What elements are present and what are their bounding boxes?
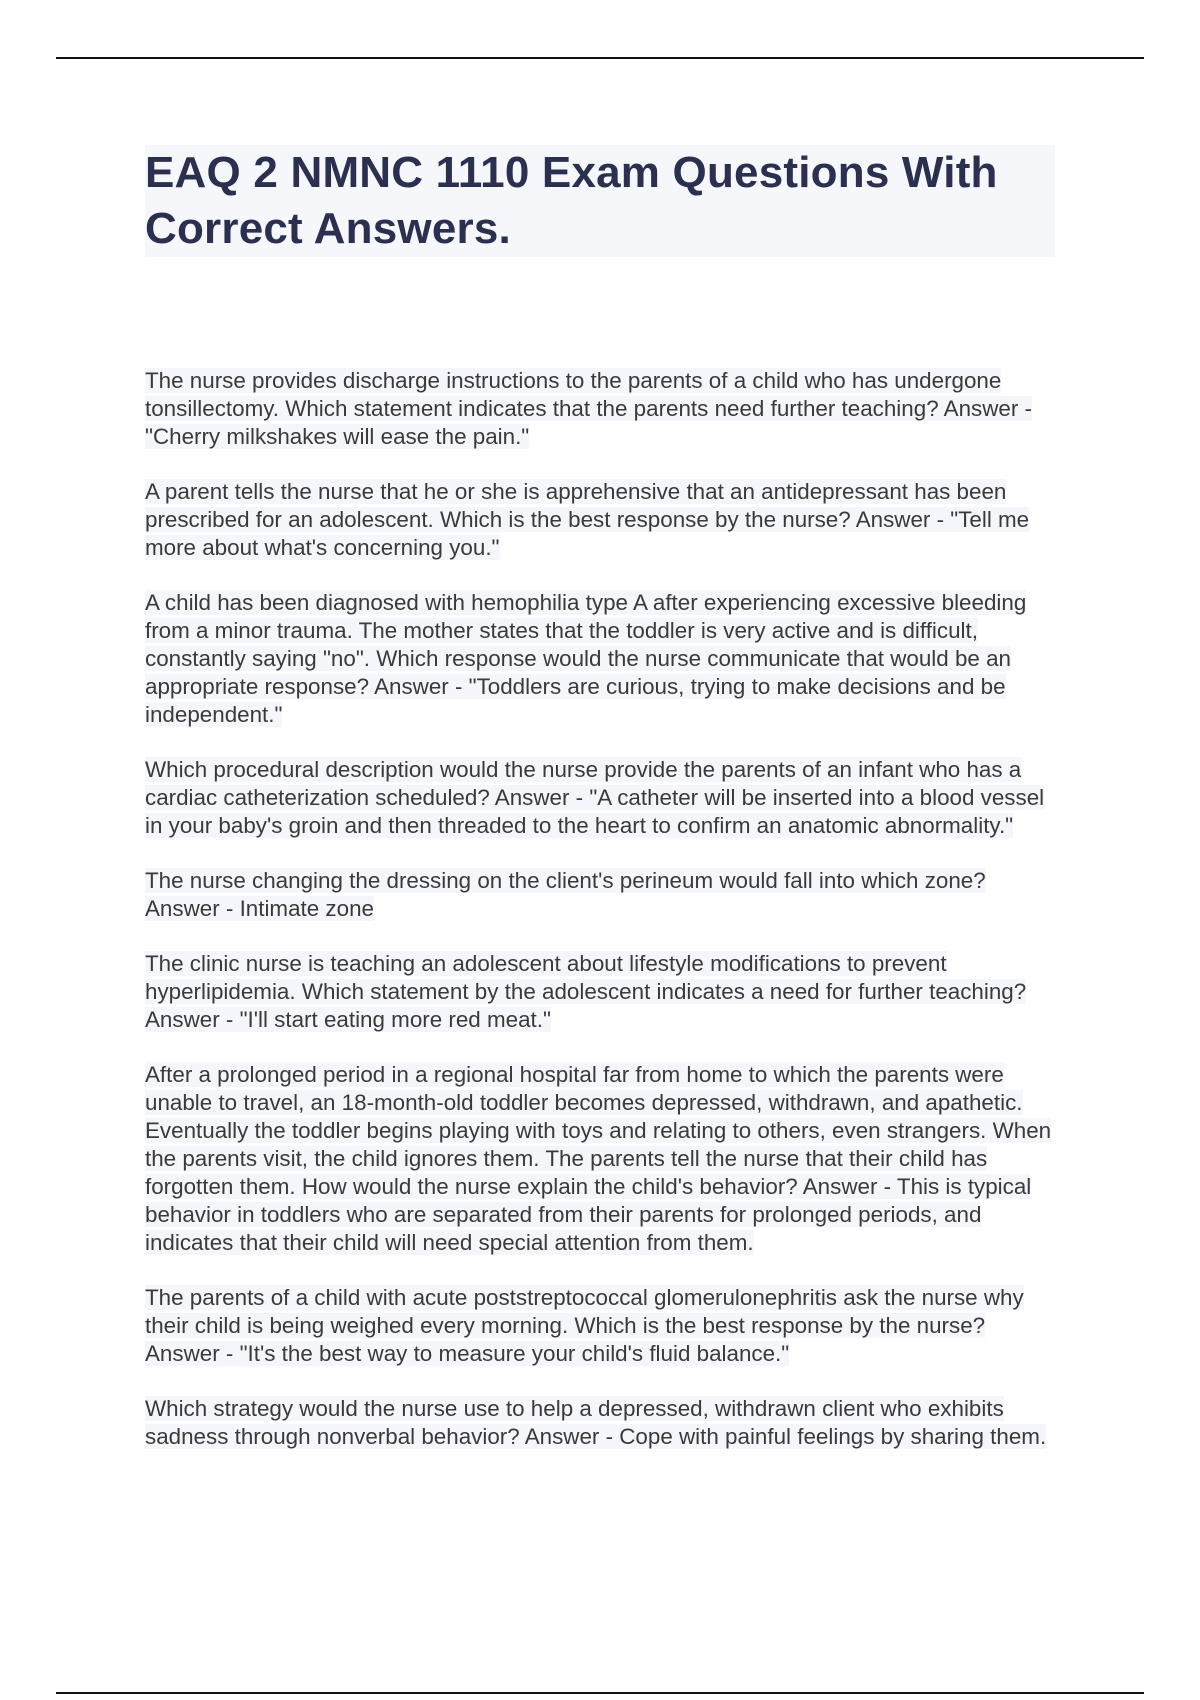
answer-label: Answer - — [494, 785, 590, 810]
answer-label: Answer - — [524, 1424, 620, 1449]
answer-text: "A catheter will be inserted into a blood vessel in your baby's groin and then threaded to the heart to confirm an anatomic abnormality." — [145, 785, 1045, 838]
question-text: The clinic nurse is teaching an adolescent about lifestyle modifications to prevent hyperlipidemia. Which statement by the adolescent indicates a need for further teaching? — [145, 951, 1027, 1004]
question-text: Which strategy would the nurse use to help a depressed, withdrawn client who exhibits sadness through nonverbal behavior? — [145, 1396, 1004, 1449]
answer-label: Answer - — [943, 396, 1032, 421]
question-text: The parents of a child with acute poststreptococcal glomerulonephritis ask the nurse why their child is being weighed every morning. Which is the best response by the nurse? — [145, 1285, 1024, 1338]
question-text: A parent tells the nurse that he or she is apprehensive that an antidepressant has been prescribed for an adolescent. Which is the best response by the nurse? — [145, 479, 1007, 532]
answer-text: Cope with painful feelings by sharing them. — [619, 1424, 1047, 1449]
answer-label: Answer - — [855, 507, 951, 532]
qa-list — [145, 367, 1060, 1478]
question-text: The nurse changing the dressing on the client's perineum would fall into which zone? — [145, 868, 986, 893]
qa-item — [145, 367, 1060, 451]
answer-text: "Tell me more about what's concerning you." — [145, 507, 1030, 560]
qa-item — [145, 1395, 1060, 1451]
qa-item — [145, 478, 1060, 562]
question-text: Which procedural description would the nurse provide the parents of an infant who has a cardiac catheterization scheduled? — [145, 757, 1022, 810]
answer-text: This is typical behavior in toddlers who are separated from their parents for prolonged periods, and indicates that their child will need special attention from them. — [145, 1174, 1032, 1255]
answer-text: "I'll start eating more red meat." — [239, 1007, 551, 1032]
answer-label: Answer - — [802, 1174, 897, 1199]
bottom-rule — [56, 1692, 1144, 1694]
top-rule — [56, 57, 1144, 59]
question-text: The nurse provides discharge instructions to the parents of a child who has undergone tonsillectomy. Which statement indicates that the parents need further teaching? — [145, 368, 1002, 421]
document-title: EAQ 2 NMNC 1110 Exam Questions With Correct Answers. — [145, 148, 998, 253]
answer-text: "Toddlers are curious, trying to make decisions and be independent." — [145, 674, 1006, 727]
qa-item — [145, 950, 1060, 1034]
qa-item — [145, 867, 1060, 923]
answer-text: Intimate zone — [239, 896, 374, 921]
answer-label: Answer - — [145, 1007, 240, 1032]
answer-label: Answer - — [145, 1341, 240, 1366]
question-text: After a prolonged period in a regional hospital far from home to which the parents were unable to travel, an 18-month-old toddler becomes depressed, withdrawn, and apathetic. Eventually the toddler begins playing with toys and relating to others, even strangers. When the parents visit, the child ignores them. The parents tell the nurse that their child has forgotten them. How would the nurse explain the child's behavior? — [145, 1062, 1052, 1199]
title-block — [145, 145, 1055, 257]
qa-item — [145, 589, 1060, 729]
answer-label: Answer - — [145, 896, 240, 921]
question-text: A child has been diagnosed with hemophilia type A after experiencing excessive bleeding from a minor trauma. The mother states that the toddler is very active and is difficult, constantly saying "no". Which response would the nurse communicate that would be an appropriate response? — [145, 590, 1027, 699]
answer-text: "Cherry milkshakes will ease the pain." — [145, 424, 530, 449]
answer-label: Answer - — [374, 674, 469, 699]
answer-text: "It's the best way to measure your child's fluid balance." — [239, 1341, 790, 1366]
qa-item — [145, 1061, 1060, 1257]
qa-item — [145, 756, 1060, 840]
qa-item — [145, 1284, 1060, 1368]
